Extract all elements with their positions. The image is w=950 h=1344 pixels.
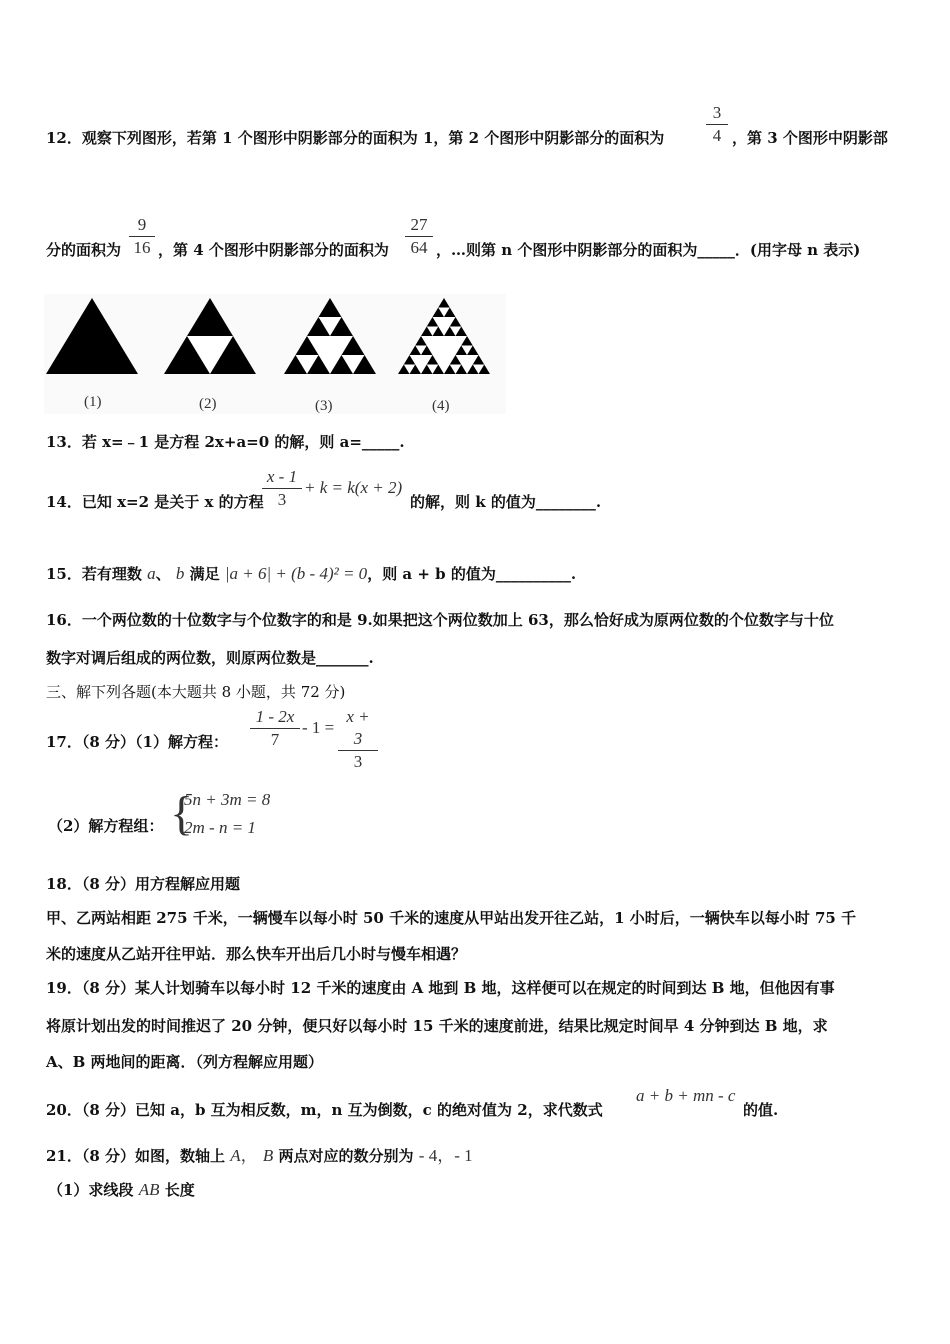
q17-eq1: 5n + 3m = 8	[184, 790, 271, 809]
q12-fraction-9-16: $\frac{9}{16}$	[129, 214, 155, 259]
q14-fraction: $\frac{x - 1}{3}$	[262, 466, 302, 511]
q17-minus-one: - 1 =	[302, 718, 335, 737]
q14-end: 的解，则 k 的值为________.	[410, 493, 602, 511]
q12-line2-mid: ，第 4 个图形中阴影部分的面积为	[158, 241, 389, 259]
q21-line: 21．（8 分）如图，数轴上 A， B 两点对应的数分别为 - 4，- 1	[46, 1146, 473, 1165]
q18-line1: 甲、乙两站相距 275 千米，一辆慢车以每小时 50 千米的速度从甲站出发开往乙站，1 小时后，一辆快车以每小时 75 千	[46, 909, 857, 927]
triangle-figure-2	[164, 298, 256, 374]
q17-fraction-right: $\frac{x + 3}{3}$	[338, 706, 378, 773]
q15-expression: |a + 6| + (b - 4)² = 0	[224, 564, 368, 583]
q14-start: 14．已知 x=2 是关于 x 的方程	[46, 493, 264, 511]
q16-line1: 16．一个两位数的十位数字与个位数字的和是 9.如果把这个两位数加上 63，那么恰好成为原两位数的个位数字与十位	[46, 611, 834, 629]
q16-line2: 数字对调后组成的两位数，则原两位数是_______.	[46, 649, 374, 667]
q21-part1: （1）求线段 AB 长度	[48, 1180, 195, 1199]
q12-line1-text: 12．观察下列图形，若第 1 个图形中阴影部分的面积为 1，第 2 个图形中阴影部分的面积为	[46, 129, 665, 147]
q14-rhs: + k = k(x + 2)	[304, 478, 403, 497]
q18-line2: 米的速度从乙站开往甲站．那么快车开出后几小时与慢车相遇？	[46, 945, 467, 963]
sierpinski-figure	[44, 294, 506, 414]
q20-start: 20．（8 分）已知 a，b 互为相反数，m，n 互为倒数，c 的绝对值为 2，求代数式	[46, 1101, 603, 1119]
q19-line1: 19．（8 分）某人计划骑车以每小时 12 千米的速度由 A 地到 B 地，这样便可以在规定的时间到达 B 地，但他因有事	[46, 979, 835, 997]
q19-line2: 将原计划出发的时间推迟了 20 分钟，便只好以每小时 15 千米的速度前进，结果比规定时间早 4 分钟到达 B 地，求	[46, 1017, 828, 1035]
var-b: b	[175, 564, 185, 583]
figure-label-2: (2)	[199, 396, 217, 412]
var-a: a	[147, 564, 156, 583]
q17-fraction-left: $\frac{1 - 2x}{7}$	[250, 706, 300, 751]
q17-part2: （2）解方程组：	[48, 817, 164, 835]
var-B: B	[262, 1146, 274, 1165]
q12-fraction-27-64: $\frac{27}{64}$	[405, 214, 433, 259]
q17-eq2: 2m - n = 1	[184, 818, 256, 837]
q13-line: 13．若 x=﹣1 是方程 2x+a=0 的解，则 a=_____.	[46, 433, 405, 451]
q20-expression: a + b + mn - c	[636, 1086, 736, 1105]
triangle-figure-1	[46, 298, 138, 374]
section-3-heading: 三、解下列各题(本大题共 8 小题，共 72 分)	[46, 683, 346, 701]
q17-part1: 17．（8 分）（1）解方程：	[46, 733, 228, 751]
q12-line1	[46, 128, 664, 148]
q21-values: - 4，- 1	[418, 1146, 473, 1165]
q12-line1-end: ，第 3 个图形中阴影部	[732, 129, 888, 147]
q18-title: 18．（8 分）用方程解应用题	[46, 875, 241, 893]
var-AB: AB	[138, 1180, 160, 1199]
sierpinski-svg	[44, 294, 506, 414]
system-brace: {	[170, 787, 194, 840]
q12-line2-end: ，…则第 n 个图形中阴影部分的面积为_____．(用字母 n 表示)	[436, 241, 861, 259]
q20-end: 的值.	[743, 1101, 779, 1119]
q12-line2-start: 分的面积为	[46, 241, 122, 259]
var-A: A	[230, 1146, 241, 1165]
q19-line3: A、B 两地间的距离．（列方程解应用题）	[46, 1053, 324, 1071]
triangle-figure-4	[398, 298, 490, 374]
q12-fraction-3-4: $\frac{3}{4}$	[706, 102, 728, 147]
triangle-figure-3	[284, 298, 376, 374]
figure-label-1: (1)	[84, 394, 102, 410]
figure-label-4: (4)	[432, 398, 450, 414]
q15-line: 15．若有理数 a、 b 满足 |a + 6| + (b - 4)² = 0，则 a + b 的值为__________.	[46, 564, 577, 583]
figure-label-3: (3)	[315, 398, 333, 414]
